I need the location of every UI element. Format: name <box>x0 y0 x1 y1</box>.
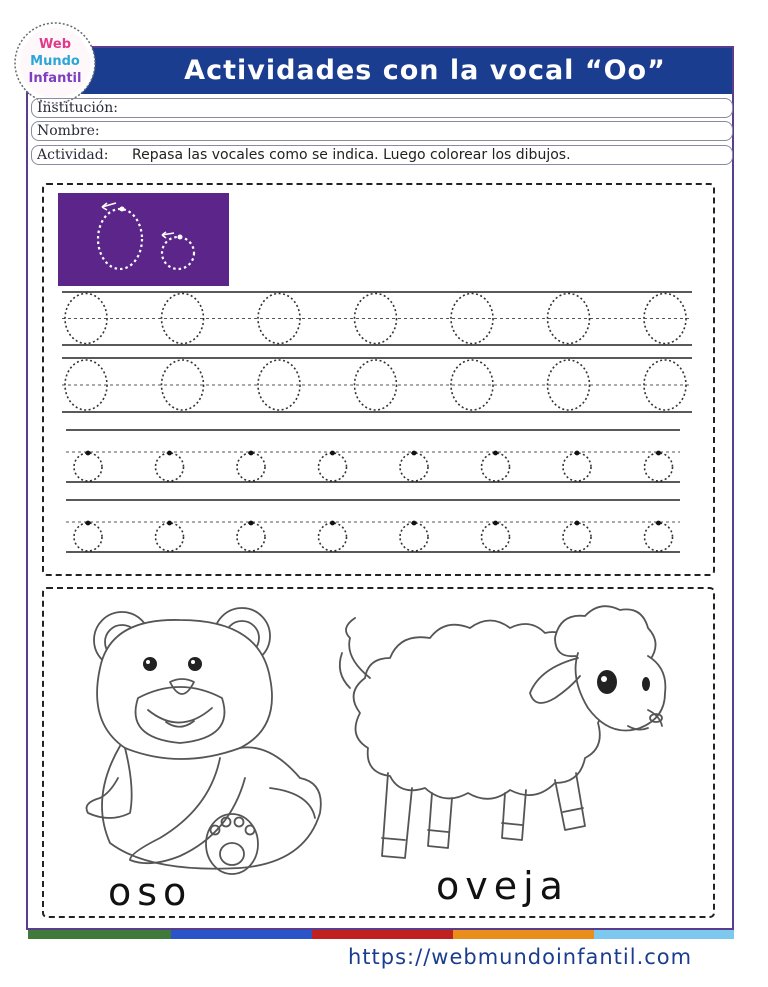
trace-letter-lowercase-o[interactable] <box>482 453 510 481</box>
start-dot <box>575 521 580 526</box>
start-dot <box>249 451 254 456</box>
trace-letter-lowercase-o[interactable] <box>74 523 102 551</box>
trace-letter-lowercase-o[interactable] <box>645 523 673 551</box>
footer-stripe-4 <box>453 930 594 939</box>
footer-stripe-5 <box>594 930 734 939</box>
start-dot <box>86 451 91 456</box>
start-dot <box>412 451 417 456</box>
start-dot <box>249 521 254 526</box>
website-url[interactable]: https://webmundoinfantil.com <box>348 945 693 969</box>
footer-stripe-2 <box>171 930 312 939</box>
institution-label: Institución: <box>37 100 118 116</box>
trace-letter-lowercase-o[interactable] <box>237 523 265 551</box>
activity-instructions: Repasa las vocales como se indica. Luego colorear los dibujos. <box>132 147 571 163</box>
svg-text:Web: Web <box>39 37 71 52</box>
start-dot <box>86 521 91 526</box>
sheep-drawing <box>330 598 680 868</box>
svg-text:Infantil: Infantil <box>28 71 82 86</box>
start-dot <box>167 451 172 456</box>
trace-letter-lowercase-o[interactable] <box>237 453 265 481</box>
activity-label: Actividad: <box>37 147 109 163</box>
start-dot <box>330 521 335 526</box>
footer-stripe-1 <box>28 930 171 939</box>
trace-letter-lowercase-o[interactable] <box>400 453 428 481</box>
svg-text:Mundo: Mundo <box>30 54 80 69</box>
trace-letter-lowercase-o[interactable] <box>645 453 673 481</box>
footer-stripe-3 <box>312 930 453 939</box>
trace-letter-lowercase-o[interactable] <box>563 523 591 551</box>
word-oveja: oveja <box>436 864 569 908</box>
bear-drawing <box>70 598 340 883</box>
start-dot <box>656 451 661 456</box>
trace-letter-lowercase-o[interactable] <box>156 523 184 551</box>
trace-letter-lowercase-o[interactable] <box>482 523 510 551</box>
page-title: Actividades con la vocal “Oo” <box>184 55 666 86</box>
name-label: Nombre: <box>37 123 100 139</box>
start-dot <box>412 521 417 526</box>
trace-letter-lowercase-o[interactable] <box>400 523 428 551</box>
trace-letter-lowercase-o[interactable] <box>319 453 347 481</box>
start-dot <box>575 451 580 456</box>
trace-letter-lowercase-o[interactable] <box>156 453 184 481</box>
start-dot <box>493 521 498 526</box>
start-dot <box>330 451 335 456</box>
trace-letter-lowercase-o[interactable] <box>563 453 591 481</box>
start-dot <box>656 521 661 526</box>
start-dot <box>167 521 172 526</box>
trace-letter-lowercase-o[interactable] <box>74 453 102 481</box>
word-oso: oso <box>108 870 193 914</box>
start-dot <box>493 451 498 456</box>
trace-letter-lowercase-o[interactable] <box>319 523 347 551</box>
